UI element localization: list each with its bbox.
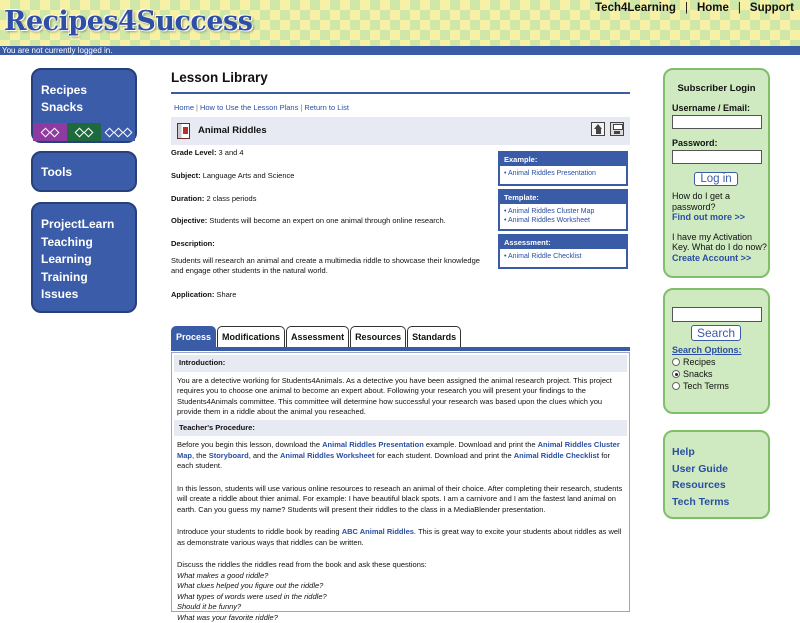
diamond-icon[interactable] [33, 123, 67, 141]
top-link-home[interactable]: Home [697, 2, 729, 14]
grade-value: 3 and 4 [219, 148, 244, 157]
duration-label: Duration: [171, 194, 204, 203]
presentation-link[interactable]: Animal Riddles Presentation [322, 440, 424, 449]
cluster-map-link[interactable]: Animal Riddles Cluster Map [177, 440, 620, 460]
search-options-title: Search Options: [672, 345, 768, 355]
radio-button[interactable] [672, 382, 680, 390]
top-link-tech4learning[interactable]: Tech4Learning [595, 2, 676, 14]
subject-value: Language Arts and Science [203, 171, 295, 180]
introduction-heading: Introduction: [174, 355, 627, 372]
top-links [595, 2, 794, 14]
example-link[interactable]: • Animal Riddles Presentation [504, 170, 622, 179]
description-label [171, 239, 491, 249]
subject-label: Subject: [171, 171, 201, 180]
username-label: Username / Email: [672, 103, 768, 113]
user-guide-link[interactable]: User Guide [672, 461, 768, 478]
tab-modifications[interactable]: Modifications [217, 326, 285, 347]
template-link[interactable]: • Animal Riddles Worksheet [504, 217, 622, 226]
site-banner [0, 0, 800, 46]
option-label: Recipes [683, 357, 716, 367]
top-link-support[interactable]: Support [750, 2, 794, 14]
save-icon[interactable] [610, 122, 624, 136]
objective-value: Students will become an expert on one animal through online research. [209, 216, 445, 225]
site-logo[interactable]: Recipes4Success [4, 6, 252, 37]
text: , and the [249, 451, 280, 460]
option-label: Tech Terms [683, 381, 729, 391]
duration [171, 194, 491, 204]
activation-text: I have my Activation Key. What do I do now? [672, 232, 768, 253]
tab-standards[interactable]: Standards [407, 326, 461, 347]
login-button[interactable]: Log in [694, 172, 737, 186]
title-divider [171, 92, 630, 94]
subscriber-login-box [663, 68, 770, 278]
help-link[interactable]: Help [672, 444, 768, 461]
text: , the [192, 451, 209, 460]
template-box [498, 189, 628, 231]
lesson-tabs [171, 326, 462, 347]
search-option-snacks[interactable] [672, 369, 768, 379]
text: Before you begin this lesson, download the [177, 440, 322, 449]
objective-label: Objective: [171, 216, 207, 225]
nav-item-projectlearn[interactable]: ProjectLearn [41, 216, 127, 234]
question-item: Should it be funny? [177, 602, 624, 613]
worksheet-link[interactable]: Animal Riddles Worksheet [280, 451, 374, 460]
objective [171, 216, 491, 226]
password-label: Password: [672, 138, 768, 148]
resources-link[interactable]: Resources [672, 477, 768, 494]
example-box [498, 151, 628, 186]
introduction-text: You are a detective working for Students4Animals. As a detective you have been assigned the animal research project. This project requires you to choose one animal to become an expert about. Following your research you will present your findings to the Students4Animals committee. This committee will determine how successful your research was based upon the clues which you provide them in a riddle about the animal you reseached. [177, 376, 624, 418]
top-link-separator: | [738, 2, 741, 14]
process-panel [171, 352, 630, 612]
application-label: Application: [171, 290, 214, 299]
grade-level [171, 148, 491, 158]
top-link-separator: | [685, 2, 688, 14]
example-box-title: Example: [500, 153, 626, 166]
assessment-link[interactable]: • Animal Riddle Checklist [504, 253, 622, 262]
question-item: What types of words were used in the riddle? [177, 592, 624, 603]
password-input[interactable] [672, 150, 762, 164]
search-input[interactable] [672, 307, 762, 322]
nav-group-recipes [31, 68, 137, 143]
subject [171, 171, 491, 181]
breadcrumb [174, 103, 349, 112]
radio-button-selected[interactable] [672, 370, 680, 378]
nav-item-tools[interactable]: Tools [41, 165, 127, 179]
procedure-paragraph-2: In this lesson, students will use various online resources to reseach an animal of their choice. After completing their research, students will create a riddle about thier animal. For example: I have beautiful black spots. I am a carnivore and I am the fastest land animal on earth. Can you guess my name? Students will present their riddles to the class in a MediaBlender presentation. [177, 484, 624, 516]
search-button[interactable]: Search [691, 325, 741, 341]
breadcrumb-how-to-use[interactable]: How to Use the Lesson Plans [200, 103, 298, 112]
book-icon [177, 123, 190, 139]
question-item: What makes a good riddle? [177, 571, 624, 582]
duration-value: 2 class periods [206, 194, 256, 203]
question-item: What clues helped you figure out the riddle? [177, 581, 624, 592]
search-box [663, 288, 770, 414]
search-option-tech-terms[interactable] [672, 381, 768, 391]
text: Discuss the riddles the riddles read from the book and ask these questions: [177, 560, 427, 569]
procedure-paragraph-1 [177, 440, 624, 472]
nav-group-projectlearn [31, 202, 137, 313]
checklist-link[interactable]: Animal Riddle Checklist [514, 451, 599, 460]
application-value: Share [216, 290, 236, 299]
application [171, 290, 491, 300]
nav-item-teaching[interactable]: Teaching [41, 234, 127, 252]
create-account-link[interactable]: Create Account >> [672, 253, 751, 263]
assessment-box-title: Assessment: [500, 236, 626, 249]
lesson-header [171, 117, 630, 145]
tab-resources[interactable]: Resources [350, 326, 406, 347]
text: Introduce your students to riddle book by reading [177, 527, 342, 536]
tab-process[interactable]: Process [171, 326, 216, 347]
radio-button[interactable] [672, 358, 680, 366]
breadcrumb-home[interactable]: Home [174, 103, 194, 112]
procedure-paragraph-3 [177, 527, 624, 548]
search-option-recipes[interactable] [672, 357, 768, 367]
text: . This is great way to excite your students about riddles as well as demonstrate various ways that riddles can be written. [177, 527, 621, 547]
diamond-icon[interactable] [101, 123, 135, 141]
username-input[interactable] [672, 115, 762, 129]
nav-icon-strip [33, 123, 135, 141]
assessment-box [498, 234, 628, 269]
description-heading: Description: [171, 239, 215, 248]
breadcrumb-separator: | [196, 103, 198, 112]
storyboard-link[interactable]: Storyboard [209, 451, 249, 460]
tab-assessment[interactable]: Assessment [286, 326, 349, 347]
page-title: Lesson Library [171, 70, 268, 85]
breadcrumb-separator: | [300, 103, 302, 112]
subscriber-login-title: Subscriber Login [672, 83, 768, 94]
description-text: Students will research an animal and create a multimedia riddle to showcase their knowledge and engage other students in the natural world. [171, 256, 493, 276]
tech-terms-link[interactable]: Tech Terms [672, 494, 768, 511]
text: example. Download and print the [424, 440, 538, 449]
home-icon[interactable] [591, 122, 605, 136]
nav-group-tools [31, 151, 137, 192]
nav-item-learning[interactable]: Learning [41, 251, 127, 269]
nav-item-snacks[interactable]: Snacks [41, 99, 127, 116]
login-status: You are not currently logged in. [0, 46, 800, 55]
question-item: What was your favorite riddle? [177, 613, 624, 623]
tab-divider [171, 347, 630, 351]
teacher-procedure-heading: Teacher's Procedure: [174, 420, 627, 437]
grade-label: Grade Level: [171, 148, 216, 157]
get-password-text: How do I get a password? [672, 191, 768, 212]
breadcrumb-return-to-list[interactable]: Return to List [304, 103, 349, 112]
text: for each student. [177, 451, 610, 471]
template-link[interactable]: • Animal Riddles Cluster Map [504, 208, 622, 217]
find-out-more-link[interactable]: Find out more >> [672, 212, 745, 222]
abc-animal-riddles-link[interactable]: ABC Animal Riddles [342, 527, 414, 536]
diamond-icon[interactable] [67, 123, 101, 141]
nav-item-recipes[interactable]: Recipes [41, 82, 127, 99]
help-links-box [663, 430, 770, 519]
option-label: Snacks [683, 369, 713, 379]
template-box-title: Template: [500, 191, 626, 204]
procedure-paragraph-4 [177, 560, 624, 623]
nav-item-issues[interactable]: Issues [41, 286, 127, 304]
lesson-title: Animal Riddles [198, 125, 267, 136]
nav-item-training[interactable]: Training [41, 269, 127, 287]
text: for each student. Download and print the [374, 451, 513, 460]
